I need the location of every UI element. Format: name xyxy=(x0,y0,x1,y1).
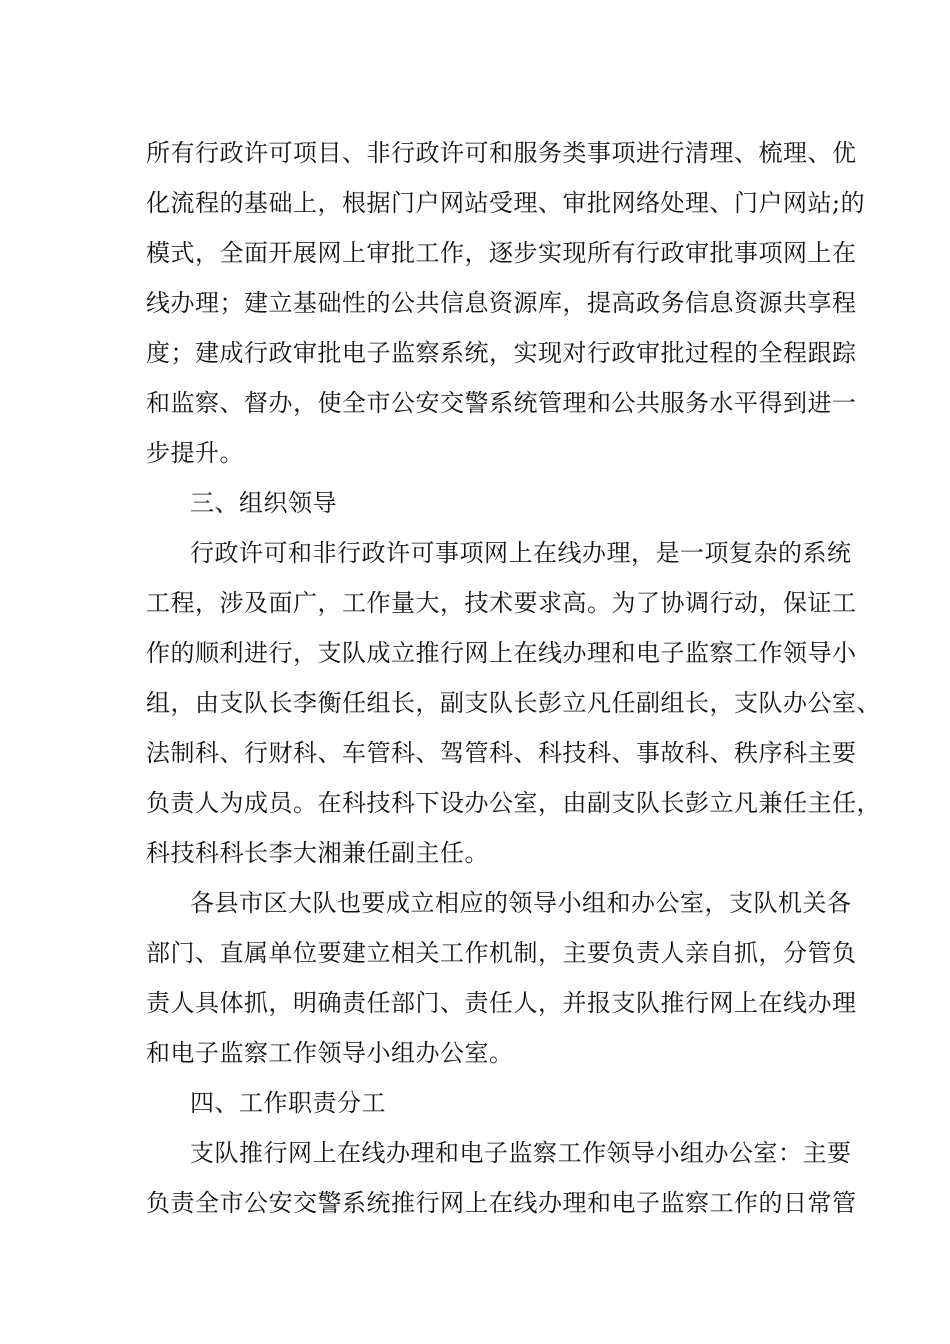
paragraph-first-line: 行政许可和非行政许可事项网上在线办理，是一项复杂的系统 xyxy=(190,539,852,567)
body-text-line: 部门、直属单位要建立相关工作机制，主要负责人亲自抓，分管负 xyxy=(146,939,857,967)
body-text-line: 科技科科长李大湘兼任副主任。 xyxy=(146,839,489,867)
body-text-line: 线办理；建立基础性的公共信息资源库，提高政务信息资源共享程 xyxy=(146,289,857,317)
paragraph-first-line: 支队推行网上在线办理和电子监察工作领导小组办公室：主要 xyxy=(190,1139,852,1167)
body-text-line: 化流程的基础上，根据门户网站受理、审批网络处理、门户网站;的 xyxy=(146,189,866,217)
body-text-line: 所有行政许可项目、非行政许可和服务类事项进行清理、梳理、优 xyxy=(146,139,857,167)
body-text-line: 责人具体抓，明确责任部门、责任人，并报支队推行网上在线办理 xyxy=(146,989,857,1017)
paragraph-first-line: 各县市区大队也要成立相应的领导小组和办公室，支队机关各 xyxy=(190,889,852,917)
body-text-line: 度；建成行政审批电子监察系统，实现对行政审批过程的全程跟踪 xyxy=(146,339,857,367)
body-text-line: 负责全市公安交警系统推行网上在线办理和电子监察工作的日常管 xyxy=(146,1189,857,1217)
body-text-line: 和监察、督办，使全市公安交警系统管理和公共服务水平得到进一 xyxy=(146,389,857,417)
body-text-line: 作的顺利进行，支队成立推行网上在线办理和电子监察工作领导小 xyxy=(146,639,857,667)
body-text-line: 模式，全面开展网上审批工作，逐步实现所有行政审批事项网上在 xyxy=(146,239,857,267)
section-heading: 四、工作职责分工 xyxy=(190,1089,386,1117)
body-text-line: 和电子监察工作领导小组办公室。 xyxy=(146,1039,514,1067)
body-text-line: 法制科、行财科、车管科、驾管科、科技科、事故科、秩序科主要 xyxy=(146,739,857,767)
body-text-line: 工程，涉及面广，工作量大，技术要求高。为了协调行动，保证工 xyxy=(146,589,857,617)
body-text-line: 负责人为成员。在科技科下设办公室，由副支队长彭立凡兼任主任， xyxy=(146,789,881,817)
body-text-line: 步提升。 xyxy=(146,439,244,467)
body-text-line: 组，由支队长李衡任组长，副支队长彭立凡任副组长，支队办公室、 xyxy=(146,689,881,717)
section-heading: 三、组织领导 xyxy=(190,489,337,517)
